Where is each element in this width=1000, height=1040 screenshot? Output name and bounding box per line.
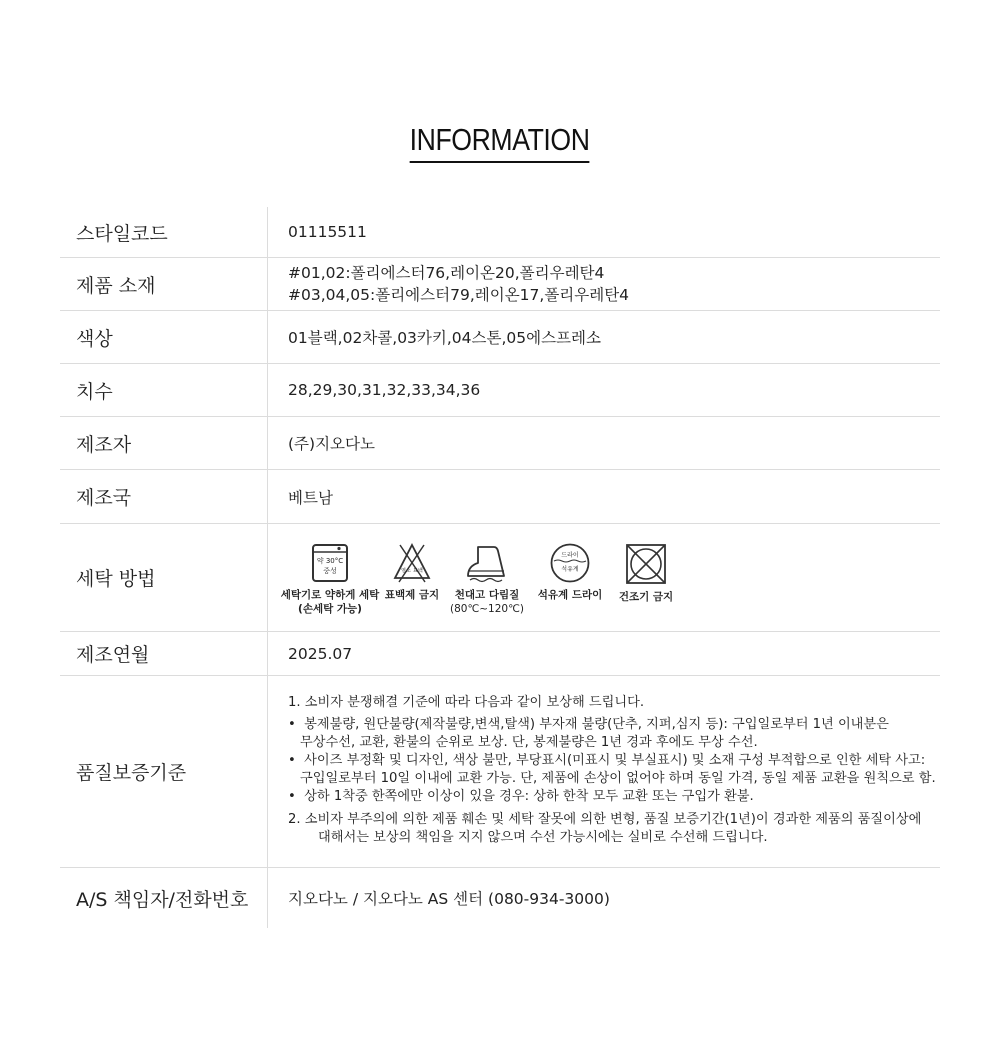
- row-as: [60, 868, 940, 928]
- wash-icon-item: [612, 542, 680, 604]
- material-value: [268, 258, 940, 310]
- page-title-wrap: [0, 122, 1000, 163]
- material-line: #01,02:폴리에스터76,레이온20,폴리우레탄4: [288, 264, 605, 282]
- row-country: [60, 470, 940, 524]
- color-value: 01블랙,02차콜,03카키,04스톤,05에스프레소: [288, 329, 601, 347]
- row-size: [60, 364, 940, 417]
- date-value: 2025.07: [288, 644, 353, 663]
- quality-label: 품질보증기준: [60, 676, 268, 867]
- wash-caption: 세탁기로 약하게 세탁 (손세탁 가능): [280, 589, 380, 615]
- row-material: [60, 258, 940, 311]
- style-code-label: 스타일코드: [60, 207, 268, 257]
- row-wash: [60, 524, 940, 632]
- row-maker: [60, 417, 940, 470]
- size-label: 치수: [60, 364, 268, 416]
- quality-item-1: 1. 소비자 분쟁해결 기준에 따라 다음과 같이 보상해 드립니다.: [288, 695, 645, 710]
- wash-icon-item: [532, 542, 608, 602]
- bleach-caption: 표백제 금지: [384, 589, 440, 601]
- svg-text:염소: 염소: [401, 568, 411, 574]
- wash-detergent-text: 중성: [323, 567, 337, 575]
- style-code-value: 01115511: [288, 223, 367, 241]
- quality-item-2: 2. 소비자 부주의에 의한 제품 훼손 및 세탁 잘못에 의한 변형, 품질 보증기간(1년)이 경과한 제품의 품질이상에 대해서는 보상의 책임을 지지 않으며 수선 가능시에는 실비로 수선해 드립니다.: [288, 812, 922, 845]
- svg-text:드라이: 드라이: [561, 552, 579, 559]
- wash-icon-item: [446, 542, 528, 616]
- row-quality: [60, 676, 940, 868]
- dry-clean-caption: 석유계 드라이: [537, 589, 603, 601]
- wash-icon-item: [382, 542, 442, 602]
- row-date: [60, 632, 940, 676]
- washing-machine-icon: [311, 542, 349, 584]
- material-line: #03,04,05:폴리에스터79,레이온17,폴리우레탄4: [288, 286, 630, 304]
- quality-bullet: • 사이즈 부정확 및 디자인, 색상 불만, 부당표시(미표시 및 부실표시) 및 소재 구성 부적합으로 인한 세탁 사고: 구입일로부터 10일 이내에 교환 가능. 단, 제품에 손상이 없어야 하며 동일 가격, 동일 제품 교환을 원칙으로 함.: [288, 753, 936, 786]
- no-tumble-dry-icon: [624, 542, 668, 586]
- info-table: [60, 207, 940, 928]
- wash-icons: [268, 524, 940, 631]
- color-label: 색상: [60, 311, 268, 363]
- iron-caption: 천대고 다림질 (80℃~120℃): [450, 589, 524, 615]
- page-title: INFORMATION: [410, 122, 590, 163]
- wash-icon-item: [282, 542, 378, 616]
- tumble-caption: 건조기 금지: [618, 591, 674, 603]
- no-bleach-icon: [392, 542, 432, 584]
- as-value: 지오다노 / 지오다노 AS 센터 (080-934-3000): [288, 890, 610, 908]
- row-style-code: [60, 207, 940, 258]
- dry-clean-icon: [549, 542, 591, 584]
- as-label: A/S 책임자/전화번호: [60, 868, 268, 928]
- size-value: 28,29,30,31,32,33,34,36: [288, 381, 481, 399]
- country-value: 베트남: [288, 488, 333, 507]
- date-label: 제조연월: [60, 632, 268, 675]
- quality-bullet: • 상하 1착중 한쪽에만 이상이 있을 경우: 상하 한착 모두 교환 또는 구입가 환불.: [288, 789, 754, 804]
- quality-bullet: • 봉제불량, 원단불량(제작불량,변색,탈색) 부자재 불량(단추, 지퍼,심지 등): 구입일로부터 1년 이내분은 무상수선, 교환, 환불의 순위로 보상. 단, 봉제불량은 1년 경과 후에도 무상 수선.: [288, 717, 889, 750]
- wash-temp-text: 약 30°C: [316, 557, 344, 565]
- svg-text:표백: 표백: [413, 568, 423, 574]
- quality-text: [268, 676, 936, 867]
- country-label: 제조국: [60, 470, 268, 523]
- wash-label: 세탁 방법: [60, 524, 268, 631]
- row-color: [60, 311, 940, 364]
- maker-value: (주)지오다노: [288, 435, 375, 453]
- svg-text:석유계: 석유계: [561, 566, 579, 573]
- material-label: 제품 소재: [60, 258, 268, 310]
- iron-icon: [464, 542, 510, 584]
- maker-label: 제조자: [60, 417, 268, 469]
